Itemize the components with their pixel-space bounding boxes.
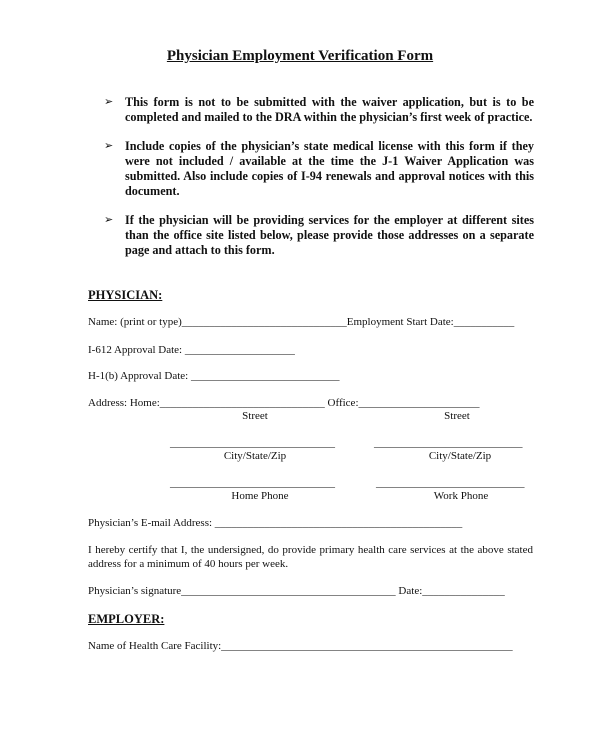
instruction-item bbox=[104, 139, 534, 199]
instruction-text: If the physician will be providing services for the employer at different sites than the office site listed below, please provide those addresses on a separate page and attach to this form. bbox=[125, 213, 534, 257]
office-city-state-zip-label: City/State/Zip bbox=[428, 450, 492, 462]
certification-statement: I hereby certify that I, the undersigned, do provide primary health care services at the above stated address for a minimum of 40 hours per week. bbox=[88, 544, 533, 570]
office-street-label: Street bbox=[444, 410, 470, 422]
health-care-facility-field[interactable]: Name of Health Care Facility:_____________________________________________________ bbox=[88, 640, 513, 652]
arrow-bullet-icon: ➢ bbox=[104, 96, 114, 108]
employer-section-heading: EMPLOYER: bbox=[88, 612, 165, 626]
home-city-state-zip-field[interactable]: ______________________________ bbox=[170, 437, 335, 449]
h1b-approval-date-field[interactable]: H-1(b) Approval Date: ___________________________ bbox=[88, 370, 340, 382]
instruction-text: Include copies of the physician’s state medical license with this form if they were not included / available at the time the J-1 Waiver Application was submitted. Also include copies of I-94 renewals and approval notices with this document. bbox=[125, 139, 534, 198]
i612-approval-date-field[interactable]: I-612 Approval Date: ____________________ bbox=[88, 344, 295, 356]
instruction-item bbox=[104, 213, 534, 258]
home-phone-field[interactable]: ______________________________ bbox=[170, 477, 335, 489]
arrow-bullet-icon: ➢ bbox=[104, 214, 114, 226]
work-phone-label: Work Phone bbox=[433, 490, 489, 502]
signature-and-date-field[interactable]: Physician’s signature_______________________________________ Date:_______________ bbox=[88, 585, 505, 597]
office-city-state-zip-field[interactable]: ___________________________ bbox=[374, 437, 523, 449]
name-and-start-date-field[interactable]: Name: (print or type)______________________________Employment Start Date:___________ bbox=[88, 316, 515, 328]
instructions-list bbox=[104, 95, 534, 272]
work-phone-field[interactable]: ___________________________ bbox=[376, 477, 525, 489]
arrow-bullet-icon: ➢ bbox=[104, 140, 114, 152]
email-address-field[interactable]: Physician’s E-mail Address: _____________________________________________ bbox=[88, 517, 463, 529]
instruction-text: This form is not to be submitted with the waiver application, but is to be completed and mailed to the DRA within the physician’s first week of practice. bbox=[125, 95, 534, 124]
home-phone-label: Home Phone bbox=[231, 490, 289, 502]
home-city-state-zip-label: City/State/Zip bbox=[223, 450, 287, 462]
physician-section-heading: PHYSICIAN: bbox=[88, 288, 163, 302]
address-field[interactable]: Address: Home:______________________________ Office:______________________ bbox=[88, 397, 480, 409]
instruction-item bbox=[104, 95, 534, 125]
form-title: Physician Employment Verification Form bbox=[166, 48, 434, 64]
home-street-label: Street bbox=[242, 410, 268, 422]
